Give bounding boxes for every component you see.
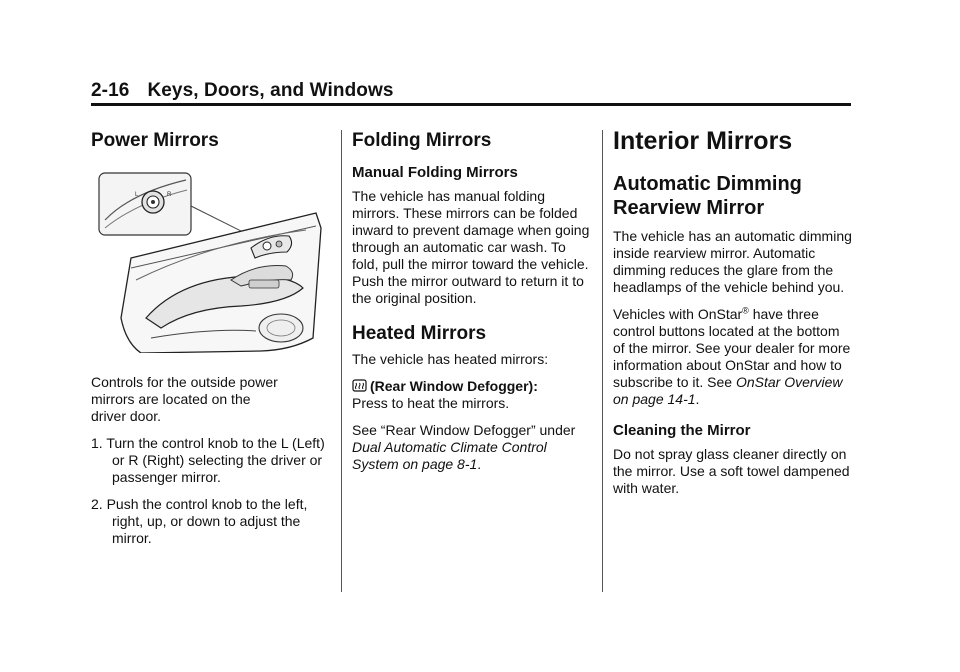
column-power-mirrors (91, 120, 331, 557)
dimming-text: The vehicle has an automatic dimming inside rearview mirror. Automatic dimming reduces the glare from the headlamps of the vehicle behind you. (613, 228, 852, 295)
interior-mirrors-heading: Interior Mirrors (613, 127, 793, 155)
header-rule (91, 103, 851, 106)
manual-folding-subheading: Manual Folding Mirrors (352, 164, 518, 181)
page-header (91, 80, 851, 106)
defog-label: (Rear Window Defogger): (370, 378, 538, 394)
svg-text:L: L (135, 192, 139, 198)
folding-mirrors-heading: Folding Mirrors (352, 130, 492, 151)
column-divider-1 (341, 130, 342, 592)
door-panel-mirror-control-illustration (91, 168, 326, 353)
column-interior-mirrors (613, 120, 853, 507)
climate-control-link: Dual Automatic Climate Control System on page 8-1 (352, 439, 547, 472)
see-defogger-reference: See “Rear Window Defogger” under Dual Automatic Climate Control System on page 8-1. (352, 422, 576, 472)
defog-text: Press to heat the mirrors. (352, 395, 510, 411)
heated-mirrors-heading: Heated Mirrors (352, 323, 487, 344)
section-title: Keys, Doors, and Windows (147, 80, 394, 101)
step-1: 1. Turn the control knob to the L (Left) or R (Right) selecting the driver or passenger mirror. (91, 435, 325, 485)
power-mirrors-steps (91, 435, 331, 547)
cleaning-text: Do not spray glass cleaner directly on the mirror. Use a soft towel dampened with water. (613, 446, 850, 496)
defog-entry (352, 378, 594, 412)
page-number: 2-16 (91, 80, 130, 101)
folding-text: The vehicle has manual folding mirrors. These mirrors can be folded inward to prevent damage when going through an automatic car wash. To fold, pull the mirror toward the vehicle. Push the mirror outward to return it to the original position. (352, 188, 590, 306)
rear-window-defogger-icon (352, 379, 367, 393)
onstar-overview-link: OnStar Overview on page 14-1 (613, 374, 843, 407)
auto-dimming-subheading: Automatic Dimming Rearview Mirror (613, 173, 802, 219)
power-mirrors-intro: Controls for the outside power mirrors are located on the driver door. (91, 374, 278, 424)
heated-intro: The vehicle has heated mirrors: (352, 351, 549, 367)
column-folding-mirrors (352, 120, 594, 483)
step-2: 2. Push the control knob to the left, right, up, or down to adjust the mirror. (91, 496, 308, 546)
cleaning-heading: Cleaning the Mirror (613, 422, 751, 439)
svg-text:R: R (167, 192, 172, 198)
power-mirrors-heading: Power Mirrors (91, 130, 219, 151)
onstar-text: Vehicles with OnStar® have three control buttons located at the bottom of the mirror. See your dealer for more information about OnStar and how to subscribe to it. See OnStar Overview on page 14-1. (613, 305, 851, 407)
header-title (91, 80, 851, 102)
column-divider-2 (602, 130, 603, 592)
